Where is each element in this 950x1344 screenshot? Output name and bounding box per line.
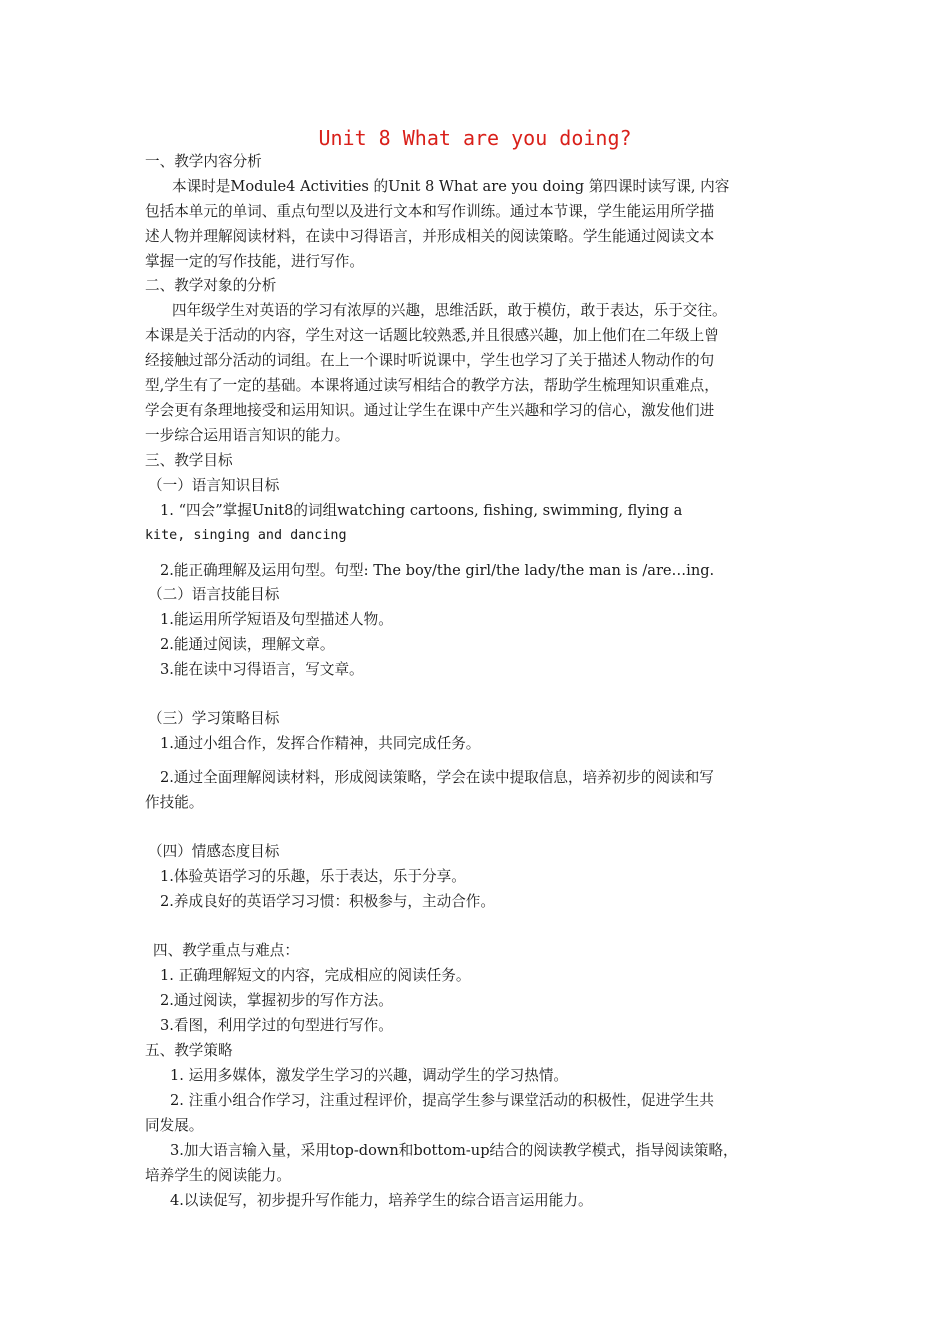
section-heading: 四、教学重点与难点： bbox=[153, 942, 299, 959]
subsection-heading: （一）语言知识目标 bbox=[148, 477, 280, 494]
paragraph-line: 经接触过部分活动的词组。在上一个课时听说课中，学生也学习了关于描述人物动作的句 bbox=[145, 352, 715, 369]
list-item: 3.加大语言输入量，采用top-down和bottom-up结合的阅读教学模式，指导阅读策略， bbox=[170, 1142, 738, 1159]
paragraph-line: 学会更有条理地接受和运用知识。通过让学生在课中产生兴趣和学习的信心，激发他们进 bbox=[145, 402, 715, 419]
list-item-continued: 作技能。 bbox=[145, 794, 204, 811]
paragraph-line: 型,学生有了一定的基础。本课将通过读写相结合的教学方法，帮助学生梳理知识重难点， bbox=[145, 377, 719, 394]
subsection-heading: （二）语言技能目标 bbox=[148, 586, 280, 603]
document-title: Unit 8 What are you doing? bbox=[318, 126, 632, 150]
section-heading: 二、教学对象的分析 bbox=[145, 277, 277, 294]
list-item: 2.能通过阅读，理解文章。 bbox=[160, 636, 335, 653]
list-item: 2.通过阅读，掌握初步的写作方法。 bbox=[160, 992, 393, 1009]
section-heading: 三、教学目标 bbox=[145, 452, 233, 469]
list-item-continued: kite, singing and dancing bbox=[145, 528, 347, 543]
list-item: 1.通过小组合作，发挥合作精神，共同完成任务。 bbox=[160, 735, 481, 752]
list-item: 2.通过全面理解阅读材料，形成阅读策略，学会在读中提取信息，培养初步的阅读和写 bbox=[160, 769, 714, 786]
subsection-heading: （四）情感态度目标 bbox=[148, 843, 280, 860]
list-item-continued: 培养学生的阅读能力。 bbox=[145, 1167, 291, 1184]
section-heading: 一、教学内容分析 bbox=[145, 153, 262, 170]
paragraph-line: 本课是关于活动的内容，学生对这一话题比较熟悉,并且很感兴趣，加上他们在二年级上曾 bbox=[145, 327, 719, 344]
paragraph-line: 包括本单元的单词、重点句型以及进行文本和写作训练。通过本节课，学生能运用所学描 bbox=[145, 203, 715, 220]
paragraph-line: 述人物并理解阅读材料，在读中习得语言，并形成相关的阅读策略。学生能通过阅读文本 bbox=[145, 228, 715, 245]
list-item: 1.能运用所学短语及句型描述人物。 bbox=[160, 611, 393, 628]
list-item: 2.能正确理解及运用句型。句型: The boy/the girl/the lady/the man is /are…ing. bbox=[160, 562, 715, 579]
list-item: 3.能在读中习得语言，写文章。 bbox=[160, 661, 364, 678]
list-item: 4.以读促写，初步提升写作能力，培养学生的综合语言运用能力。 bbox=[170, 1192, 593, 1209]
list-item: 1. 运用多媒体，激发学生学习的兴趣，调动学生的学习热情。 bbox=[170, 1067, 569, 1084]
paragraph-line: 本课时是Module4 Activities 的Unit 8 What are you doing 第四课时读写课, 内容 bbox=[172, 178, 730, 195]
list-item: 3.看图，利用学过的句型进行写作。 bbox=[160, 1017, 393, 1034]
list-item: 1.体验英语学习的乐趣，乐于表达，乐于分享。 bbox=[160, 868, 466, 885]
list-item-continued: 同发展。 bbox=[145, 1117, 204, 1134]
list-item: 2.养成良好的英语学习习惯：积极参与，主动合作。 bbox=[160, 893, 495, 910]
list-item: 1. “四会”掌握Unit8的词组watching cartoons, fishing, swimming, flying a bbox=[160, 502, 683, 519]
list-item: 2. 注重小组合作学习，注重过程评价，提高学生参与课堂活动的积极性，促进学生共 bbox=[170, 1092, 714, 1109]
subsection-heading: （三）学习策略目标 bbox=[148, 710, 280, 727]
section-heading: 五、教学策略 bbox=[145, 1042, 233, 1059]
paragraph-line: 一步综合运用语言知识的能力。 bbox=[145, 427, 350, 444]
paragraph-line: 四年级学生对英语的学习有浓厚的兴趣，思维活跃，敢于模仿，敢于表达，乐于交往。 bbox=[172, 302, 727, 319]
list-item: 1. 正确理解短文的内容，完成相应的阅读任务。 bbox=[160, 967, 471, 984]
paragraph-line: 掌握一定的写作技能，进行写作。 bbox=[145, 253, 364, 270]
